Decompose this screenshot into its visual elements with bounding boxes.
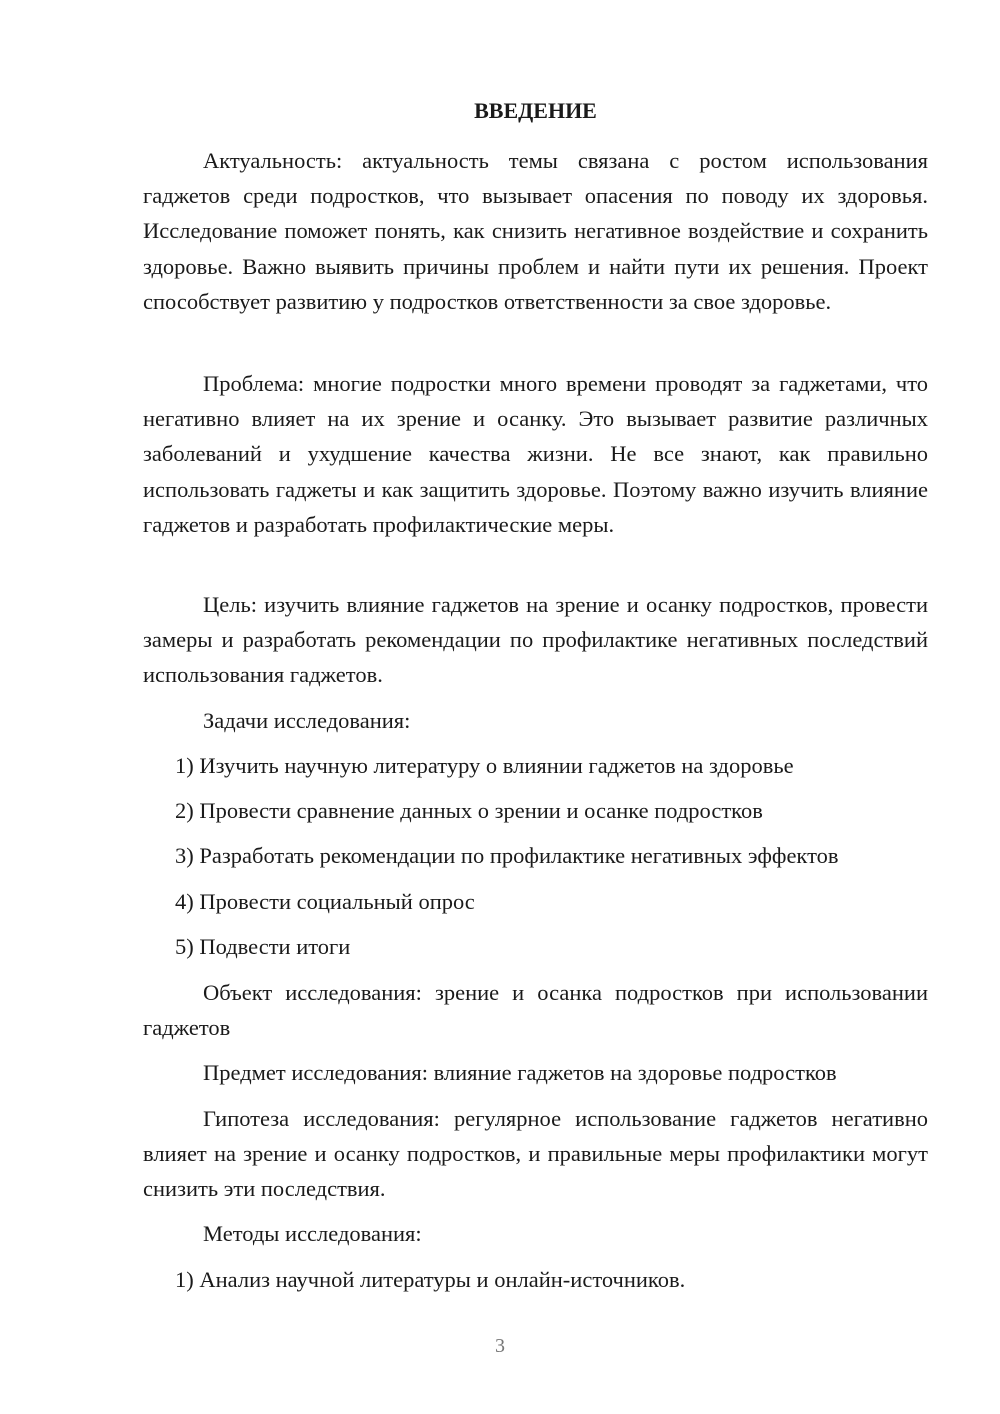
- task-item: 2) Провести сравнение данных о зрении и осанке подростков: [175, 798, 763, 823]
- task-item: 1) Изучить научную литературу о влиянии гаджетов на здоровье: [175, 753, 794, 778]
- task-item: 5) Подвести итоги: [175, 934, 351, 959]
- page-number: 3: [495, 1335, 505, 1357]
- goal-paragraph: Цель: изучить влияние гаджетов на зрение и осанку подростков, провести замеры и разработать рекомендации по профилактике негативных последствий использования гаджетов.: [143, 592, 928, 688]
- subject-paragraph: Предмет исследования: влияние гаджетов на здоровье подростков: [203, 1060, 837, 1085]
- page-title: ВВЕДЕНИЕ: [474, 98, 597, 123]
- relevance-paragraph: Актуальность: актуальность темы связана с ростом использования гаджетов среди подростков, что вызывает опасения по поводу их здоровья. Исследование поможет понять, как снизить негативное воздействие и сохранить здоровье. Важно выявить причины проблем и найти пути их решения. Проект способствует развитию у подростков ответственности за свое здоровье.: [143, 148, 928, 314]
- methods-heading: Методы исследования:: [203, 1221, 422, 1246]
- task-item: 3) Разработать рекомендации по профилактике негативных эффектов: [175, 843, 839, 868]
- object-paragraph: Объект исследования: зрение и осанка подростков при использовании гаджетов: [143, 980, 928, 1041]
- problem-paragraph: Проблема: многие подростки много времени проводят за гаджетами, что негативно влияет на их зрение и осанку. Это вызывает развитие различных заболеваний и ухудшение качества жизни. Не все знают, как правильно использовать гаджеты и как защитить здоровье. Поэтому важно изучить влияние гаджетов и разработать профилактические меры.: [143, 371, 928, 537]
- hypothesis-paragraph: Гипотеза исследования: регулярное использование гаджетов негативно влияет на зрение и осанку подростков, и правильные меры профилактики могут снизить эти последствия.: [143, 1106, 928, 1202]
- method-item: 1) Анализ научной литературы и онлайн-источников.: [175, 1267, 686, 1292]
- tasks-heading: Задачи исследования:: [203, 708, 411, 733]
- task-item: 4) Провести социальный опрос: [175, 889, 475, 914]
